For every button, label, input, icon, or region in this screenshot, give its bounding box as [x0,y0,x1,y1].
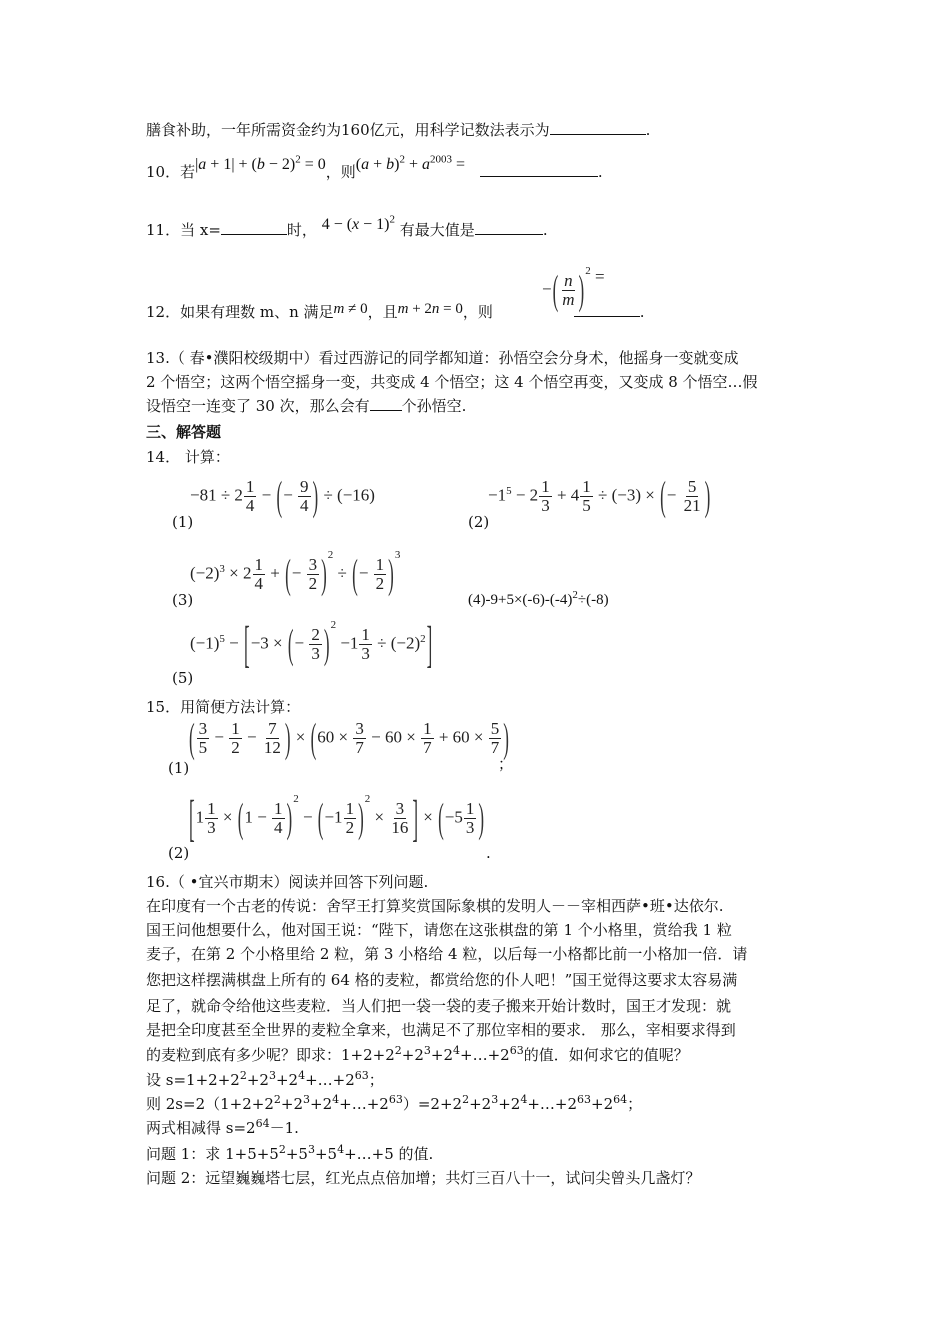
q16-paragraph-line: 您把这样摆满棋盘上所有的 64 格的麦粒，都赏给您的仆人吧！”国王觉得这要求太容易满 [146,971,738,989]
answer-blank[interactable] [370,396,402,411]
line-top-text: 膳食补助，一年所需资金约为160亿元，用科学记数法表示为 [146,121,550,139]
q12-formula-1: m ≠ 0 [333,301,368,317]
q15-item-1: (1) [168,759,190,777]
q14-label: 14． 计算： [146,448,230,466]
answer-blank[interactable] [221,220,287,235]
line-top: 膳食补助，一年所需资金约为160亿元，用科学记数法表示为 . [146,121,651,139]
q14-item-5: (5) [172,669,194,687]
q16-paragraph-line: 麦子，在第 2 个小格里给 2 粒，第 3 小格给 4 粒，以后每一小格都比前一小格加一倍．请 [146,945,748,963]
q16-paragraph-line: 是把全印度甚至全世界的麦粒全拿来，也满足不了那位宰相的要求． 那么，宰相要求得到 [146,1021,736,1039]
section-heading: 三、解答题 [146,423,222,441]
q10-formula-2: $(a + b)^2 + a^{2003}$ = [355,153,466,173]
question-10: 10．若$|a + 1| + (b - 2)^2 = 0$，则$(a + b)^2 + a^{2003}$ = . [146,153,603,181]
q16-paragraph-line: 的麦粒到底有多少呢？即求：$1+2+2^2+2^3+2^4+\dots+2^{63}$的值．如何求它的值呢？ [146,1044,689,1064]
q15-item-2-end: . [486,844,491,862]
q14-expr-3: $(-2)^3 \times 2$ $\frac{1}{4}$ + (− $\frac{3}{2}$ )$^2$ ÷ (− $\frac{1}{2}$ )$^3$ [190,548,401,598]
answer-blank[interactable] [574,302,640,317]
q14-item-4: $(4)-9+5\times(-6)-(-4)^2\div(-8)$ [468,589,609,608]
q14-item-1: (1) [172,513,194,531]
q16-question-1: 问题 1：求 $1+5+5^2+5^3+5^4+\dots+5$ 的值. [146,1143,434,1163]
q16-step-1: 设 $s=1+2+2^2+2^3+2^4+\dots+2^{63}$； [146,1069,384,1089]
q16-question-2: 问题 2：远望巍巍塔七层，红光点点倍加增；共灯三百八十一，试问尖曾头几盏灯？ [146,1169,701,1187]
q13-line-2: 2 个悟空；这两个悟空摇身一变，共变成 4 个悟空；这 4 个悟空再变，又变成 8 个悟空…假 [146,373,758,391]
answer-blank[interactable] [550,120,646,135]
q12-formula-3: −( $\frac{n}{m}$ )$^2$ = [542,264,605,314]
q15-item-1-end: ； [498,755,514,773]
q16-paragraph-line: 在印度有一个古老的传说：舍罕王打算奖赏国际象棋的发明人－－宰相西萨•班•达依尔. [146,897,724,915]
q16-paragraph-line: 国王问他想要什么，他对国王说：“陛下，请您在这张棋盘的第 1 个小格里，赏给我 1 粒 [146,921,732,939]
q10-formula-1: $|a + 1| + (b - 2)^2 = 0$ [195,153,326,173]
q14-item-3: (3) [172,591,194,609]
answer-blank[interactable] [480,162,598,177]
q14-expr-1: −81 ÷ 2 $\frac{1}{4}$ − (− $\frac{9}{4}$ ) ÷ (−16) [190,473,375,520]
q13-line-3: 设悟空一连变了 30 次，那么会有 个孙悟空. [146,397,467,415]
q11-formula: $4 - (x - 1)^2$ [321,213,396,233]
q16-label: 16.（ •宜兴市期末）阅读并回答下列问题. [146,873,429,891]
q16-step-2: 则 $2s=2(1+2+2^2+2^3+2^4+\dots+2^{63})=2+2^2+2^3+2^4+\dots+2^{63}+2^{64}$； [146,1093,643,1113]
q12-formula-2: m + 2n = 0 [397,301,463,317]
question-11: 11．当 x= 时， $4 - (x - 1)^2$ 有最大值是 . [146,213,548,239]
q15-expr-2: [1 $\frac{1}{3}$ × (1 − $\frac{1}{4}$ )$^2$ − (−1 $\frac{1}{2}$ )$^2$ × $\frac{3}{16}$ ] × (−5 $\frac{1}{3}$ ) [189,790,485,847]
q10-label: 10．若 [146,163,196,181]
q15-expr-1: ( $\frac{3}{5}$ − $\frac{1}{2}$ − $\frac{7}{12}$ ) × (60 × $\frac{3}{7}$ − 60 × $\frac{1}{7}$ + 60 × $\frac{5}{7}$ ) [189,715,509,762]
q14-item-2: (2) [468,513,490,531]
q15-label: 15．用简便方法计算： [146,698,301,716]
q14-expr-2: $-1^5 - 2$ $\frac{1}{3}$ + 4 $\frac{1}{5}$ ÷ (−3) × (− $\frac{5}{21}$ ) [488,473,711,520]
question-12: 12．如果有理数 m、n 满足m ≠ 0，且m + 2n = 0，则 . [146,301,645,321]
q13-line-1: 13.（ 春•濮阳校级期中）看过西游记的同学都知道：孙悟空会分身术，他摇身一变就变成 [146,349,739,367]
q15-item-2: (2) [168,844,190,862]
q14-expr-5: $(-1)^5 - [-3$ × (− $\frac{2}{3}$ )$^2$ −1 $\frac{1}{3}$ ÷ $(-2)^2$] [190,616,433,673]
answer-blank[interactable] [475,220,543,235]
q16-paragraph-line: 足了，就命令给他这些麦粒．当人们把一袋一袋的麦子搬来开始计数时，国王才发现：就 [146,997,732,1015]
q16-step-3: 两式相减得 $s=2^{64}-1$. [146,1117,299,1137]
